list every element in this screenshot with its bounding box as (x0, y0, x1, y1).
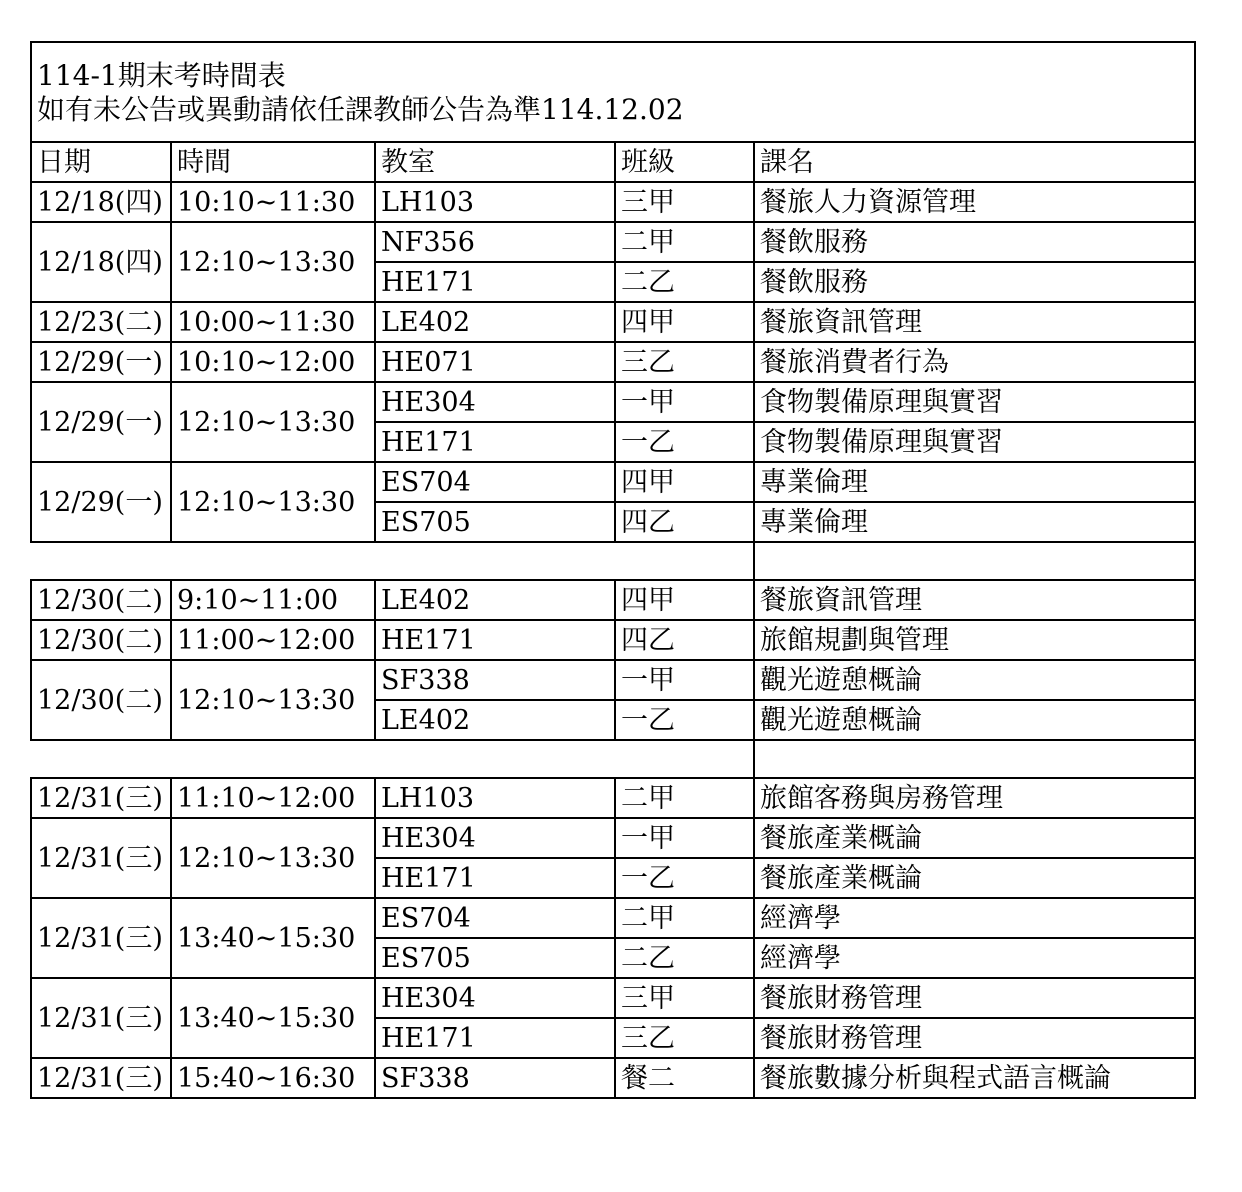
room-cell: LE402 (375, 700, 615, 740)
time-cell: 13:40~15:30 (171, 898, 375, 978)
class-cell: 一乙 (615, 422, 754, 462)
table-row (31, 778, 1195, 818)
course-cell: 經濟學 (754, 938, 1195, 978)
class-cell: 四甲 (615, 462, 754, 502)
date-cell: 12/30(二) (31, 580, 171, 620)
class-cell: 一乙 (615, 700, 754, 740)
date-cell: 12/29(一) (31, 382, 171, 462)
course-cell: 食物製備原理與實習 (754, 422, 1195, 462)
course-cell: 旅館規劃與管理 (754, 620, 1195, 660)
time-cell: 15:40~16:30 (171, 1058, 375, 1098)
table-row (31, 620, 1195, 660)
date-cell: 12/31(三) (31, 978, 171, 1058)
room-cell: HE171 (375, 620, 615, 660)
date-cell: 12/31(三) (31, 898, 171, 978)
date-cell: 12/31(三) (31, 818, 171, 898)
header-row (31, 142, 1195, 182)
class-cell: 二甲 (615, 222, 754, 262)
table-row (31, 302, 1195, 342)
time-cell: 10:10~11:30 (171, 182, 375, 222)
course-cell: 觀光遊憩概論 (754, 660, 1195, 700)
room-cell: LE402 (375, 302, 615, 342)
class-cell: 四乙 (615, 620, 754, 660)
class-cell: 二甲 (615, 898, 754, 938)
date-cell: 12/29(一) (31, 462, 171, 542)
room-cell: SF338 (375, 660, 615, 700)
class-cell: 一甲 (615, 660, 754, 700)
date-cell: 12/18(四) (31, 182, 171, 222)
class-cell: 三甲 (615, 182, 754, 222)
page-title: 114-1期末考時間表 (37, 59, 286, 92)
date-cell: 12/31(三) (31, 778, 171, 818)
time-cell: 10:00~11:30 (171, 302, 375, 342)
time-cell: 11:10~12:00 (171, 778, 375, 818)
table-row (31, 818, 1195, 858)
spacer-cell (31, 740, 754, 778)
class-cell: 一甲 (615, 818, 754, 858)
class-cell: 餐二 (615, 1058, 754, 1098)
room-cell: HE304 (375, 382, 615, 422)
time-cell: 12:10~13:30 (171, 462, 375, 542)
spacer-row (31, 542, 1195, 580)
header-date: 日期 (31, 142, 171, 182)
table-row (31, 382, 1195, 422)
class-cell: 四乙 (615, 502, 754, 542)
course-cell: 食物製備原理與實習 (754, 382, 1195, 422)
room-cell: HE304 (375, 978, 615, 1018)
course-cell: 專業倫理 (754, 462, 1195, 502)
spacer-cell (31, 542, 754, 580)
course-cell: 餐旅數據分析與程式語言概論 (754, 1058, 1195, 1098)
time-cell: 10:10~12:00 (171, 342, 375, 382)
class-cell: 一甲 (615, 382, 754, 422)
course-cell: 餐旅資訊管理 (754, 302, 1195, 342)
spacer-course-cell (754, 542, 1195, 580)
exam-schedule-table (30, 41, 1196, 1099)
room-cell: HE171 (375, 1018, 615, 1058)
time-cell: 12:10~13:30 (171, 222, 375, 302)
time-cell: 9:10~11:00 (171, 580, 375, 620)
time-cell: 13:40~15:30 (171, 978, 375, 1058)
spacer-row (31, 740, 1195, 778)
table-row (31, 660, 1195, 700)
room-cell: LH103 (375, 182, 615, 222)
room-cell: SF338 (375, 1058, 615, 1098)
class-cell: 三甲 (615, 978, 754, 1018)
course-cell: 餐旅人力資源管理 (754, 182, 1195, 222)
course-cell: 餐旅財務管理 (754, 978, 1195, 1018)
title-row (31, 42, 1195, 142)
time-cell: 12:10~13:30 (171, 382, 375, 462)
class-cell: 三乙 (615, 342, 754, 382)
table-row (31, 978, 1195, 1018)
class-cell: 四甲 (615, 302, 754, 342)
date-cell: 12/18(四) (31, 222, 171, 302)
spacer-course-cell (754, 740, 1195, 778)
table-row (31, 462, 1195, 502)
table-row (31, 898, 1195, 938)
room-cell: HE071 (375, 342, 615, 382)
room-cell: ES704 (375, 898, 615, 938)
title-cell (31, 42, 1195, 142)
course-cell: 餐旅資訊管理 (754, 580, 1195, 620)
date-cell: 12/29(一) (31, 342, 171, 382)
table-row (31, 580, 1195, 620)
room-cell: HE171 (375, 422, 615, 462)
course-cell: 餐旅產業概論 (754, 818, 1195, 858)
room-cell: ES705 (375, 502, 615, 542)
date-cell: 12/30(二) (31, 620, 171, 660)
course-cell: 餐旅消費者行為 (754, 342, 1195, 382)
header-time: 時間 (171, 142, 375, 182)
header-room: 教室 (375, 142, 615, 182)
table-row (31, 222, 1195, 262)
class-cell: 二乙 (615, 938, 754, 978)
header-class: 班級 (615, 142, 754, 182)
room-cell: HE171 (375, 262, 615, 302)
course-cell: 旅館客務與房務管理 (754, 778, 1195, 818)
date-cell: 12/30(二) (31, 660, 171, 740)
course-cell: 餐飲服務 (754, 262, 1195, 302)
course-cell: 專業倫理 (754, 502, 1195, 542)
time-cell: 12:10~13:30 (171, 660, 375, 740)
notice-text: 如有未公告或異動請依任課教師公告為準114.12.02 (37, 93, 684, 126)
room-cell: LH103 (375, 778, 615, 818)
room-cell: ES705 (375, 938, 615, 978)
course-cell: 餐旅財務管理 (754, 1018, 1195, 1058)
class-cell: 一乙 (615, 858, 754, 898)
room-cell: LE402 (375, 580, 615, 620)
table-row (31, 182, 1195, 222)
room-cell: HE171 (375, 858, 615, 898)
table-row (31, 1058, 1195, 1098)
table-row (31, 342, 1195, 382)
time-cell: 11:00~12:00 (171, 620, 375, 660)
class-cell: 三乙 (615, 1018, 754, 1058)
class-cell: 四甲 (615, 580, 754, 620)
course-cell: 餐旅產業概論 (754, 858, 1195, 898)
room-cell: ES704 (375, 462, 615, 502)
class-cell: 二甲 (615, 778, 754, 818)
course-cell: 經濟學 (754, 898, 1195, 938)
date-cell: 12/31(三) (31, 1058, 171, 1098)
course-cell: 餐飲服務 (754, 222, 1195, 262)
date-cell: 12/23(二) (31, 302, 171, 342)
room-cell: HE304 (375, 818, 615, 858)
time-cell: 12:10~13:30 (171, 818, 375, 898)
header-course: 課名 (754, 142, 1195, 182)
class-cell: 二乙 (615, 262, 754, 302)
course-cell: 觀光遊憩概論 (754, 700, 1195, 740)
room-cell: NF356 (375, 222, 615, 262)
